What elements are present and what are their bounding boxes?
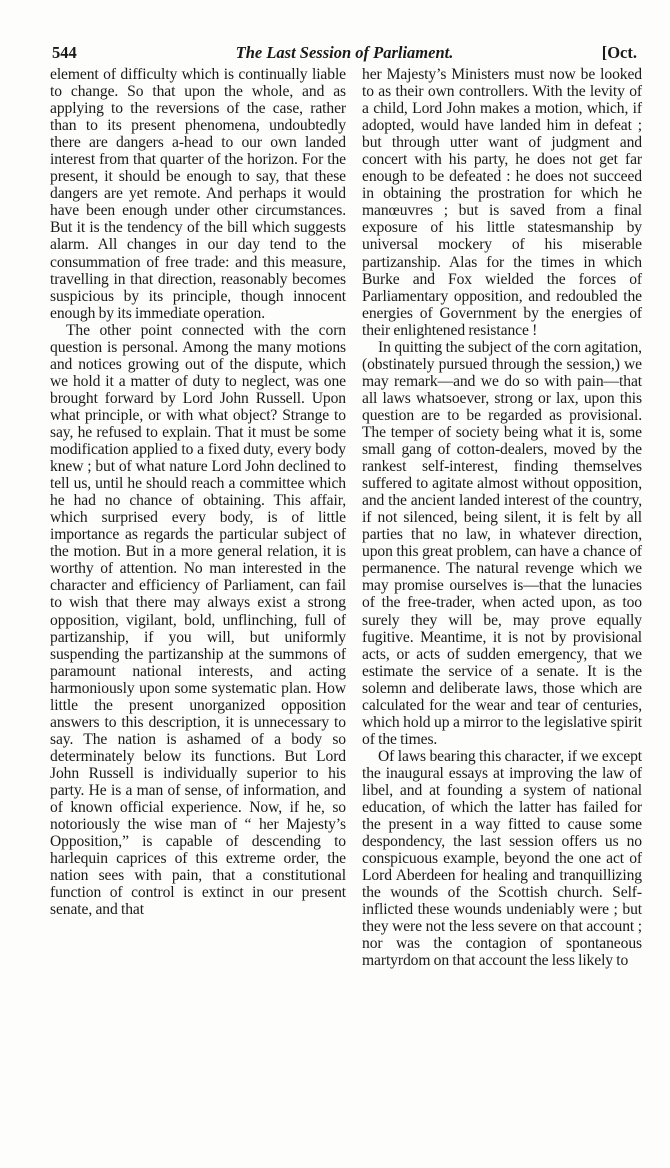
running-header [52, 41, 637, 65]
paragraph-corn-agitation: In quitting the subject of the corn agitation, (obstinately pursued through the session,) we may remark—and we do so with pain—that all laws whatsoever, strong or lax, upon this question are to be regarded as provisional. The temper of society being what it is, some small gang of cotton-dealers, moved by the rankest self-interest, finding themselves suffered to agitate almost without opposition, and the ancient landed interest of the country, if not silenced, being silent, it is felt by all parties that no law, in whatever direction, upon this great problem, can have a chance of permanence. The natural revenge which we may promise ourselves is—that the lunacies of the free-trader, when acted upon, as too surely they will be, may prove equally fugitive. Meantime, it is not by provisional acts, or acts of sudden emergency, that we estimate the service of a senate. It is the solemn and deliberate laws, those which are calculated for the wear and tear of centuries, which hold up a mirror to the legislative spirit of the times. [362, 338, 642, 748]
paragraph-continued: element of difficulty which is continually liable to change. So that upon the whole, and as applying to the reversions of the case, rather than to its present phenomena, undoubtedly there are dangers a-head to our own landed interest from that quarter of the horizon. For the present, it should be enough to say, that these dangers are yet remote. And perhaps it would have been enough under other circumstances. But it is the tendency of the bill which suggests alarm. All changes in our day tend to the consummation of free trade: and this measure, travelling in that direction, reasonably becomes suspicious by its principle, though innocent enough by its immediate operation. [50, 66, 346, 322]
paragraph-personal-point: The other point connected with the corn question is personal. Among the many motions and notices growing out of the dispute, which we hold it a matter of duty to neglect, was one brought forward by Lord John Russell. Upon what principle, or with what object? Strange to say, he refused to explain. That it must be some modification applied to a fixed duty, every body knew ; but of what nature Lord John declined to tell us, until he should reach a committee which he had no chance of obtaining. This affair, which surprised every body, is of little importance as regards the particular subject of the motion. But in a more general relation, it is worthy of attention. No man interested in the character and efficiency of Parliament, can fail to wish that there may always exist a strong opposition, vigilant, bold, unflinching, full of partizanship, if you will, but uniformly suspending the partizanship at the summons of paramount national interests, and acting harmoniously upon some systematic plan. How little the present unorganized opposition answers to this description, it is unnecessary to say. The nation is ashamed of a body so determinately below its functions. But Lord John Russell is individually superior to his party. He is a man of sense, of information, and of known official experience. Now, if he, so notoriously the wise man of “ her Majesty’s Opposition,” is capable of descending to harlequin caprices of this extreme order, the nation sees with pain, that a constitutional function of control is extinct in our present senate, and that [50, 321, 346, 919]
running-date: [Oct. [601, 43, 637, 62]
running-title: The Last Session of Parliament. [235, 43, 454, 62]
paragraph-laws-character: Of laws bearing this character, if we except the inaugural essays at improving the law of libel, and at founding a system of national education, of which the latter has failed for the present in a way fitted to cause some despondency, the last session offers us no conspicuous example, beyond the one act of Lord Aberdeen for healing and tranquillizing the wounds of the Scottish church. Self-inflicted these wounds undeniably were ; but they were not the less severe on that account ; nor was the contagion of spontaneous martyrdom on that account the less likely to [362, 747, 642, 970]
paragraph-continued: her Majesty’s Ministers must now be looked to as their own controllers. With the levity of a child, Lord John makes a motion, which, if adopted, would have landed him in defeat ; but through utter want of judgment and concert with his party, he does not get far enough to be defeated : he does not succeed in obtaining the prostration for which he manœuvres ; but is saved from a final exposure of his little statesmanship by universal mockery of his miserable partizanship. Alas for the times in which Burke and Fox wielded the forces of Parliamentary opposition, and redoubled the energies of Government by the energies of their enlightened resistance ! [362, 66, 642, 339]
page-number: 544 [52, 43, 77, 62]
left-column [50, 66, 346, 918]
right-column [362, 66, 642, 969]
